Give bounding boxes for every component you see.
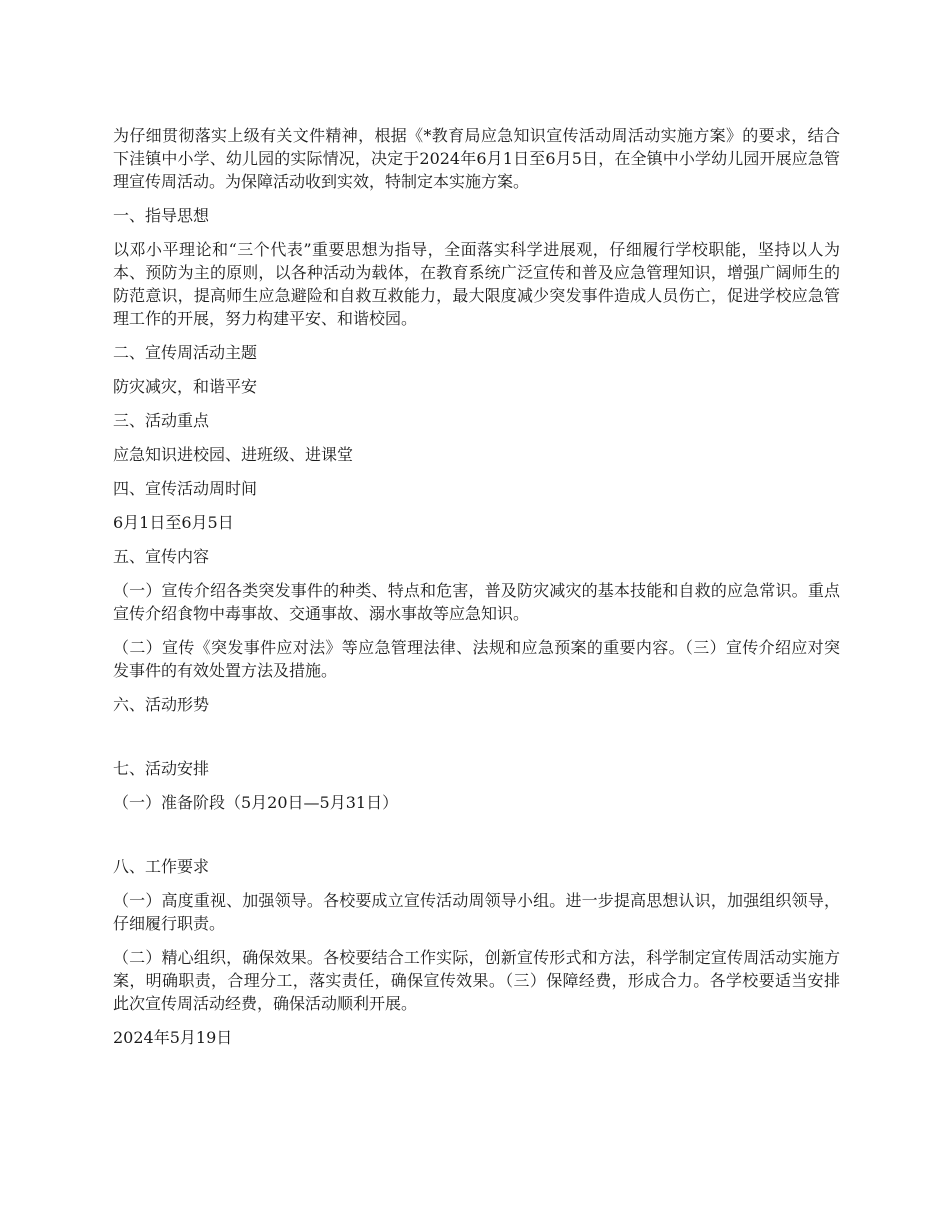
section-7-heading: 七、活动安排 (113, 759, 210, 778)
section-5-item-1: （一）宣传介绍各类突发事件的种类、特点和危害，普及防灾减灾的基本技能和自救的应急常识。重点宣传介绍食物中毒事故、交通事故、溺水事故等应急知识。 (113, 581, 840, 623)
section-5-heading: 五、宣传内容 (113, 547, 210, 566)
section-8-item-2: （二）精心组织，确保效果。各校要结合工作实际，创新宣传形式和方法，科学制定宣传周活动实施方案，明确职责，合理分工，落实责任，确保宣传效果。（三）保障经费，形成合力。各学校要适当安排此次宣传周活动经费，确保活动顺利开展。 (113, 948, 840, 1013)
section-7-item-1: （一）准备阶段（5月20日—5月31日） (113, 793, 399, 812)
section-2-heading: 二、宣传周活动主题 (113, 343, 258, 362)
section-4-body: 6月1日至6月5日 (113, 513, 234, 532)
document-date: 2024年5月19日 (113, 1028, 233, 1047)
section-4-heading: 四、宣传活动周时间 (113, 479, 258, 498)
section-5-item-2: （二）宣传《突发事件应对法》等应急管理法律、法规和应急预案的重要内容。（三）宣传介绍应对突发事件的有效处置方法及措施。 (113, 638, 840, 680)
section-1-body: 以邓小平理论和“三个代表”重要思想为指导，全面落实科学进展观，仔细履行学校职能，坚持以人为本、预防为主的原则，以各种活动为载体，在教育系统广泛宣传和普及应急管理知识，增强广阔师生的防范意识，提高师生应急避险和自救互救能力，最大限度减少突发事件造成人员伤亡，促进学校应急管理工作的开展，努力构建平安、和谐校园。 (113, 240, 840, 328)
section-8-heading: 八、工作要求 (113, 857, 210, 876)
intro-paragraph: 为仔细贯彻落实上级有关文件精神，根据《*教育局应急知识宣传活动周活动实施方案》的要求，结合下洼镇中小学、幼儿园的实际情况，决定于2024年6月1日至6月5日，在全镇中小学幼儿园开展应急管理宣传周活动。为保障活动收到实效，特制定本实施方案。 (113, 126, 840, 191)
section-6-heading: 六、活动形势 (113, 695, 210, 714)
blank-gap (113, 727, 840, 757)
section-2-body: 防灾减灾，和谐平安 (113, 377, 258, 396)
section-8-item-1: （一）高度重视、加强领导。各校要成立宣传活动周领导小组。进一步提高思想认识，加强组织领导，仔细履行职责。 (113, 891, 840, 933)
section-3-heading: 三、活动重点 (113, 411, 210, 430)
blank-gap (113, 825, 840, 855)
section-1-heading: 一、指导思想 (113, 206, 210, 225)
section-3-body: 应急知识进校园、进班级、进课堂 (113, 445, 354, 464)
